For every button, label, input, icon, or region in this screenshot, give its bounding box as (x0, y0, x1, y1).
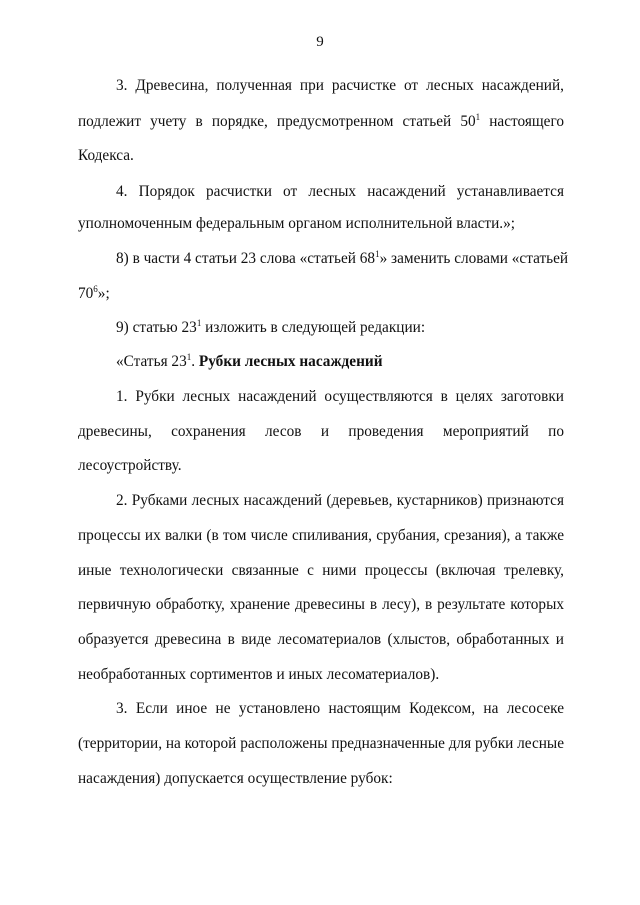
text-line: насаждения) допускается осуществление рубок: (78, 770, 393, 787)
text-line: 1. Рубки лесных насаждений осуществляются в целях заготовки (116, 388, 564, 405)
text-line: процессы их валки (в том числе спиливания, срубания, срезания), а также (78, 527, 564, 544)
text-line: уполномоченным федеральным органом исполнительной власти.»; (78, 215, 516, 232)
text-line: древесины, сохранения лесов и проведения мероприятий по (78, 423, 564, 440)
text-line: 3. Древесина, полученная при расчистке от лесных насаждений, (116, 77, 564, 94)
article-heading: «Статья $23^1$. Рубки лесных насаждений (116, 352, 383, 370)
text-line: образуется древесина в виде лесоматериалов (хлыстов, обработанных и (78, 631, 564, 648)
text-line: иные технологически связанные с ними процессы (включая трелевку, (78, 562, 564, 579)
text-line: 3. Если иное не установлено настоящим Кодексом, на лесосеке (116, 700, 564, 717)
text-line: 8) в части 4 статьи 23 слова «статьей $68^1$» заменить словами «статьей (116, 249, 569, 267)
page-number: 9 (316, 34, 324, 50)
text-line: Кодекса. (78, 147, 134, 164)
text-line: подлежит учету в порядке, предусмотренном статьей $50^1$ настоящего (78, 112, 565, 130)
text-line: 4. Порядок расчистки от лесных насаждений устанавливается (116, 183, 564, 200)
text-line: 2. Рубками лесных насаждений (деревьев, кустарников) признаются (116, 492, 564, 509)
text-line: $70^6$»; (78, 284, 110, 302)
text-line: 9) статью $23^1$ изложить в следующей редакции: (116, 318, 426, 336)
text-line: первичную обработку, хранение древесины в лесу), в результате которых (78, 596, 564, 613)
text-line: необработанных сортиментов и иных лесоматериалов). (78, 666, 440, 683)
text-line: лесоустройству. (78, 457, 182, 474)
text-line: (территории, на которой расположены предназначенные для рубки лесные (78, 735, 564, 752)
